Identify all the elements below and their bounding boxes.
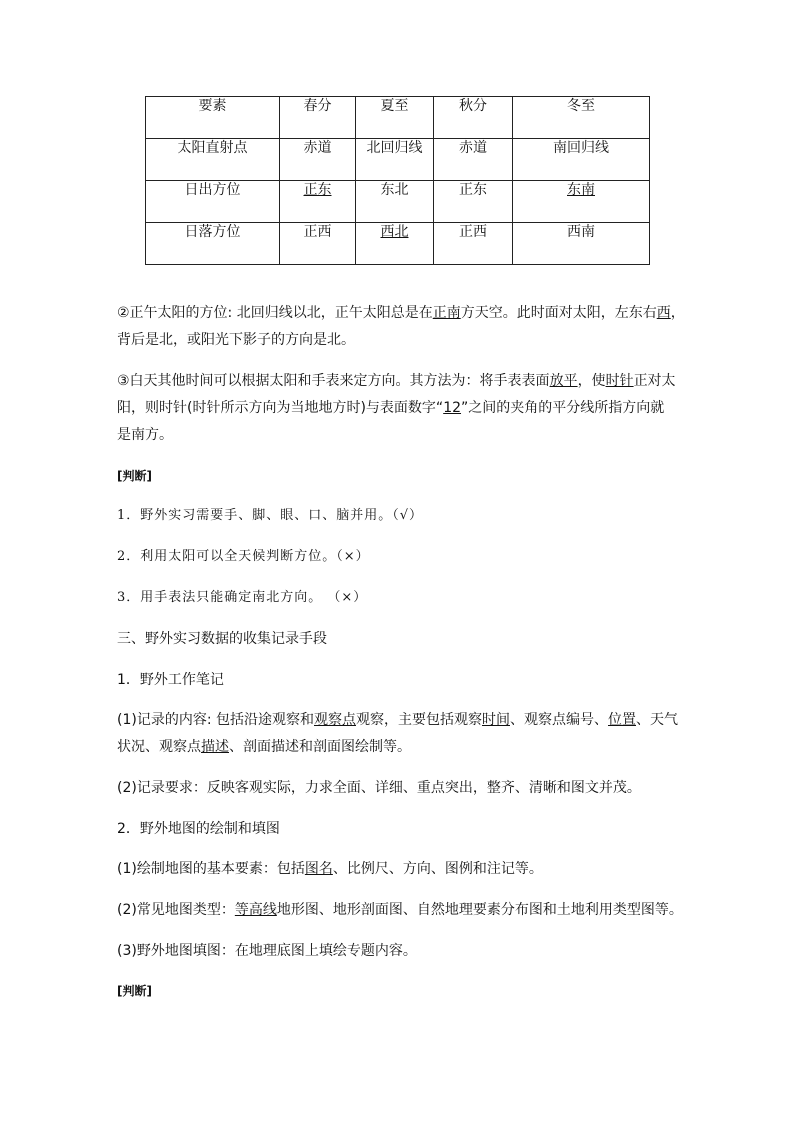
- text: 、剖面描述和剖面图绘制等。: [229, 739, 411, 755]
- table-row: [146, 139, 650, 181]
- text: 观察，主要包括观察: [356, 712, 482, 728]
- text: 正对太: [633, 373, 676, 389]
- text: 、观察点编号、: [510, 712, 608, 728]
- text: (2)常见地图类型：: [117, 902, 235, 918]
- table-cell: 西南: [513, 223, 650, 265]
- underlined-text: 正南: [432, 305, 461, 321]
- map-filling: (3)野外地图填图：在地理底图上填绘专题内容。: [117, 943, 417, 959]
- paragraph-watch-method-line2: [117, 399, 664, 417]
- judge-item: 2．利用太阳可以全天候判断方位。（×）: [117, 549, 370, 564]
- text: (1)记录的内容: 包括沿途观察和: [117, 712, 314, 728]
- record-requirements: (2)记录要求：反映客观实际，力求全面、详细、重点突出，整齐、清晰和图文并茂。: [117, 780, 641, 796]
- table-cell: 正西: [280, 223, 356, 265]
- table-cell: 正东: [280, 181, 356, 223]
- text: ”之间的夹角的平分线所指方向就: [461, 400, 665, 416]
- judge-heading: [判断]: [117, 469, 152, 483]
- underlined-text: 图名: [304, 861, 333, 877]
- text: 地形图、地形剖面图、自然地理要素分布图和土地利用类型图等。: [276, 902, 683, 918]
- text: ，使: [577, 373, 606, 389]
- table-cell: 正东: [434, 181, 513, 223]
- text: 状况、观察点: [117, 739, 201, 755]
- table-row: [146, 181, 650, 223]
- text: 方天空。此时面对太阳，左东右: [460, 305, 657, 321]
- table-cell: 日落方位: [146, 223, 280, 265]
- table-cell: 要素: [146, 97, 280, 139]
- paragraph-noon-sun-line2: 背后是北，或阳光下影子的方向是北。: [117, 332, 355, 348]
- subsection-title: 1．野外工作笔记: [117, 672, 224, 688]
- paragraph-watch-method-line1: [117, 372, 676, 390]
- text: (1)绘制地图的基本要素：包括: [117, 861, 305, 877]
- table-cell: 太阳直射点: [146, 139, 280, 181]
- text: 阳，则时针(时针所示方向为当地地方时)与表面数字“: [117, 400, 444, 416]
- text: ，: [670, 305, 685, 321]
- text: 、比例尺、方向、图例和注记等。: [332, 861, 543, 877]
- underlined-text: 位置: [608, 712, 636, 728]
- table-cell: 东南: [513, 181, 650, 223]
- record-content-line2: [117, 738, 411, 756]
- table-cell: 秋分: [434, 97, 513, 139]
- underlined-text: 放平: [549, 373, 578, 389]
- text: 、天气: [636, 712, 678, 728]
- underlined-text: 等高线: [234, 902, 277, 918]
- map-types: [117, 901, 683, 919]
- text: ②正午太阳的方位: 北回归线以北，正午太阳总是在: [117, 305, 433, 321]
- underlined-text: 12: [443, 400, 462, 416]
- paragraph-watch-method-line3: 是南方。: [117, 427, 173, 443]
- paragraph-noon-sun-line1: [117, 304, 685, 322]
- table-cell: 日出方位: [146, 181, 280, 223]
- underlined-text: 描述: [201, 739, 229, 755]
- underlined-text: 西: [656, 305, 671, 321]
- underlined-text: 时间: [482, 712, 510, 728]
- table-cell: 夏至: [356, 97, 434, 139]
- subsection-title: 2．野外地图的绘制和填图: [117, 821, 280, 837]
- underlined-text: 时针: [605, 373, 634, 389]
- record-content-line1: [117, 711, 678, 729]
- judge-item: 3．用手表法只能确定南北方向。 （×）: [117, 590, 368, 605]
- table-cell: 春分: [280, 97, 356, 139]
- table-cell: 南回归线: [513, 139, 650, 181]
- judge-item: 1．野外实习需要手、脚、眼、口、脑并用。（√）: [117, 508, 424, 523]
- table-cell: 赤道: [434, 139, 513, 181]
- table-cell: 正西: [434, 223, 513, 265]
- judge-heading: [判断]: [117, 984, 152, 998]
- table-cell: 北回归线: [356, 139, 434, 181]
- table-cell: 冬至: [513, 97, 650, 139]
- table-row: [146, 223, 650, 265]
- table-header-row: [146, 97, 650, 139]
- map-elements: [117, 860, 543, 878]
- table-cell: 东北: [356, 181, 434, 223]
- section-title: 三、野外实习数据的收集记录手段: [117, 631, 327, 647]
- text: ③白天其他时间可以根据太阳和手表来定方向。其方法为：将手表表面: [117, 373, 550, 389]
- solar-direction-table: [145, 96, 650, 265]
- table-cell: 西北: [356, 223, 434, 265]
- table-cell: 赤道: [280, 139, 356, 181]
- underlined-text: 观察点: [314, 712, 356, 728]
